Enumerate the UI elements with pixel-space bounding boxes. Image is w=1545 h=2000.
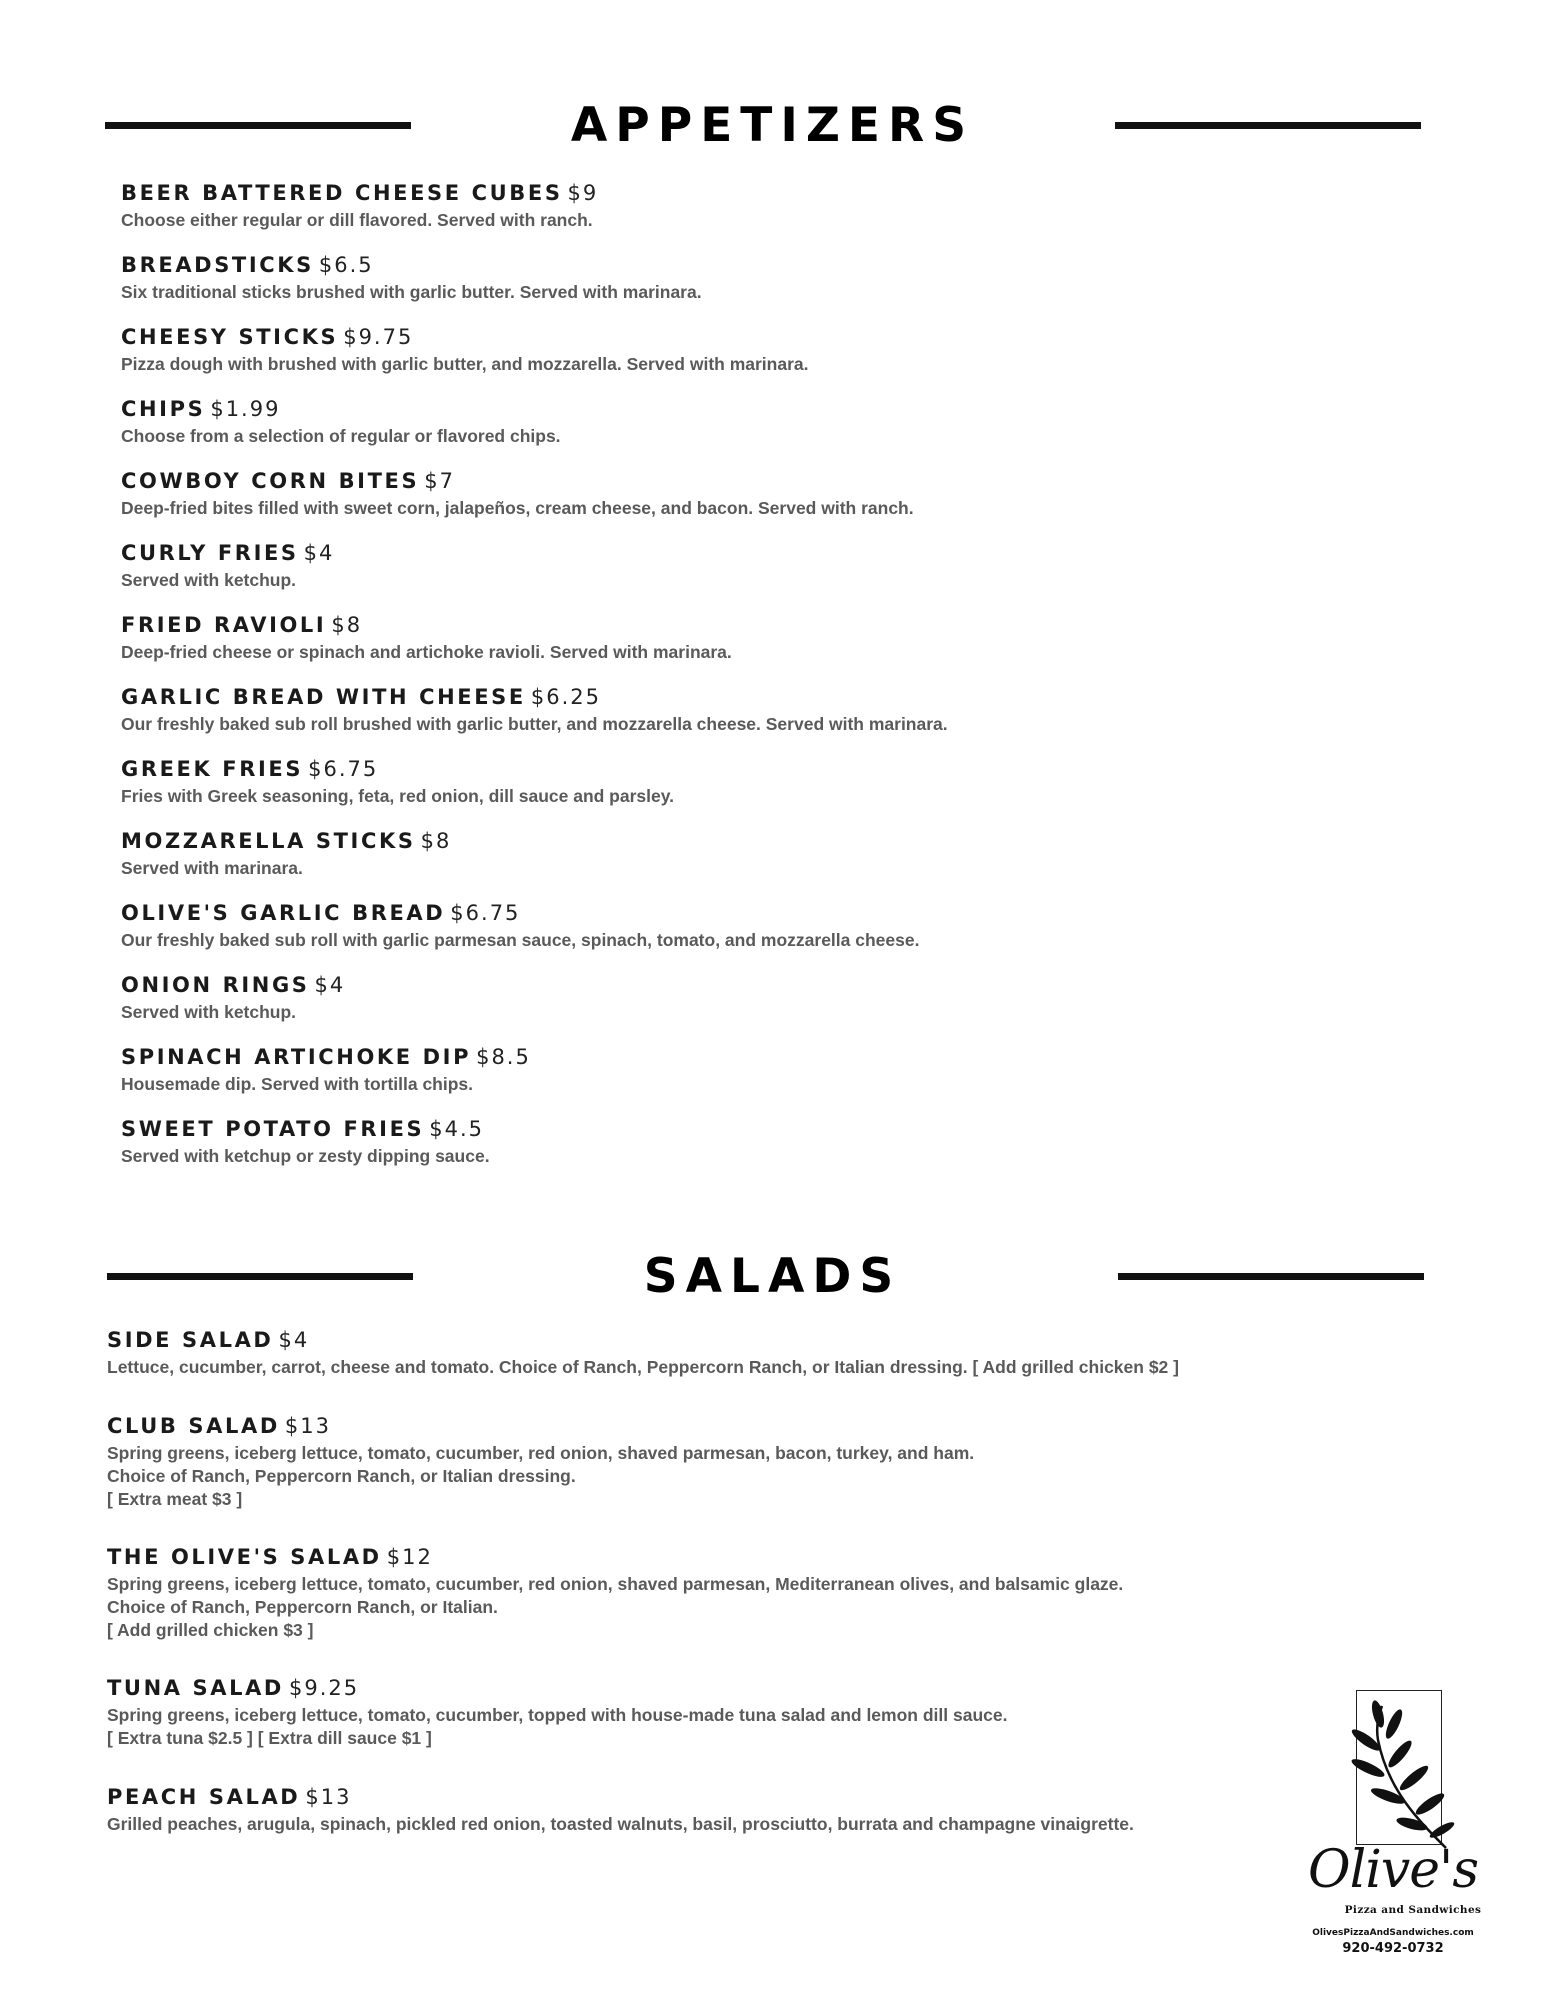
item-description: Our freshly baked sub roll with garlic parmesan sauce, spinach, tomato, and mozzarella cheese.: [121, 930, 920, 950]
item-price: $4.5: [429, 1117, 485, 1141]
item-addon: [ Extra tuna $2.5 ] [ Extra dill sauce $1 ]: [107, 1728, 432, 1748]
item-description: Spring greens, iceberg lettuce, tomato, cucumber, red onion, shaved parmesan, Mediterranean olives, and balsamic glaze.: [107, 1574, 1124, 1594]
logo-tagline: Pizza and Sandwiches: [1344, 1904, 1482, 1916]
menu-item: [121, 828, 948, 900]
item-description: Choose from a selection of regular or flavored chips.: [121, 426, 561, 446]
item-price: $9.75: [343, 325, 414, 349]
item-description: Served with ketchup.: [121, 570, 297, 590]
menu-item: [121, 396, 948, 468]
menu-item: [121, 252, 948, 324]
menu-item: [121, 612, 948, 684]
item-price: $8: [420, 829, 452, 853]
appetizers-title: APPETIZERS: [570, 98, 975, 153]
menu-item: [107, 1784, 1179, 1844]
item-price: $6.75: [450, 901, 521, 925]
right-rule: [1118, 1273, 1424, 1280]
olive-branch-icon: [1338, 1700, 1458, 1860]
item-description: Deep-fried bites filled with sweet corn, jalapeños, cream cheese, and bacon. Served with ranch.: [121, 498, 914, 518]
item-name: OLIVE'S GARLIC BREAD: [121, 901, 446, 925]
menu-item: [121, 180, 948, 252]
item-price: $6.5: [318, 253, 374, 277]
item-description: Our freshly baked sub roll brushed with garlic butter, and mozzarella cheese. Served with marinara.: [121, 714, 948, 734]
item-price: $8: [331, 613, 363, 637]
item-name: FRIED RAVIOLI: [121, 613, 327, 637]
item-price: $1.99: [210, 397, 281, 421]
item-name: CHEESY STICKS: [121, 325, 339, 349]
item-name: PEACH SALAD: [107, 1785, 301, 1809]
menu-item: [107, 1675, 1179, 1784]
menu-item: [121, 1116, 948, 1188]
item-name: GREEK FRIES: [121, 757, 304, 781]
item-name: SPINACH ARTICHOKE DIP: [121, 1045, 472, 1069]
menu-item: [121, 468, 948, 540]
item-description: Spring greens, iceberg lettuce, tomato, cucumber, red onion, shaved parmesan, bacon, turkey, and ham.: [107, 1443, 975, 1463]
logo-phone: 920-492-0732: [1342, 1941, 1444, 1956]
item-price: $9: [567, 181, 599, 205]
salads-title: SALADS: [643, 1249, 902, 1304]
item-name: CLUB SALAD: [107, 1414, 280, 1438]
item-price: $13: [284, 1414, 331, 1438]
menu-item: [107, 1327, 1179, 1413]
item-description: Choose either regular or dill flavored. Served with ranch.: [121, 210, 593, 230]
item-name: GARLIC BREAD WITH CHEESE: [121, 685, 526, 709]
item-description: Deep-fried cheese or spinach and artichoke ravioli. Served with marinara.: [121, 642, 732, 662]
item-price: $13: [305, 1785, 352, 1809]
item-price: $4: [314, 973, 346, 997]
item-description: Choice of Ranch, Peppercorn Ranch, or Italian dressing.: [107, 1466, 576, 1486]
item-description: Grilled peaches, arugula, spinach, pickled red onion, toasted walnuts, basil, prosciutto, burrata and champagne vinaigrette.: [107, 1814, 1134, 1834]
right-rule: [1115, 122, 1421, 129]
item-name: THE OLIVE'S SALAD: [107, 1545, 382, 1569]
item-name: TUNA SALAD: [107, 1676, 284, 1700]
item-description: Served with ketchup or zesty dipping sauce.: [121, 1146, 490, 1166]
item-name: SWEET POTATO FRIES: [121, 1117, 425, 1141]
item-description: Housemade dip. Served with tortilla chips.: [121, 1074, 474, 1094]
logo-name: Olive's: [1307, 1840, 1479, 1900]
item-description: Served with ketchup.: [121, 1002, 297, 1022]
item-description: Choice of Ranch, Peppercorn Ranch, or Italian.: [107, 1597, 498, 1617]
menu-item: [121, 1044, 948, 1116]
menu-item: [107, 1544, 1179, 1675]
menu-item: [121, 972, 948, 1044]
item-name: SIDE SALAD: [107, 1328, 274, 1352]
logo-website: OlivesPizzaAndSandwiches.com: [1312, 1928, 1474, 1938]
item-name: BREADSTICKS: [121, 253, 314, 277]
item-price: $9.25: [288, 1676, 360, 1700]
item-description: Lettuce, cucumber, carrot, cheese and tomato. Choice of Ranch, Peppercorn Ranch, or Italian dressing. [ Add grilled chicken $2 ]: [107, 1357, 1179, 1377]
item-addon: [ Add grilled chicken $3 ]: [107, 1620, 314, 1640]
item-name: ONION RINGS: [121, 973, 310, 997]
item-description: Served with marinara.: [121, 858, 303, 878]
menu-item: [121, 900, 948, 972]
item-addon: [ Extra meat $3 ]: [107, 1489, 243, 1509]
menu-item: [107, 1413, 1179, 1544]
item-name: COWBOY CORN BITES: [121, 469, 420, 493]
salads-list: [107, 1327, 1179, 1844]
appetizers-header: [0, 91, 1545, 161]
menu-item: [121, 540, 948, 612]
item-name: CURLY FRIES: [121, 541, 299, 565]
appetizers-list: [121, 180, 948, 1188]
item-price: $6.75: [308, 757, 379, 781]
item-name: CHIPS: [121, 397, 206, 421]
item-name: BEER BATTERED CHEESE CUBES: [121, 181, 563, 205]
item-name: MOZZARELLA STICKS: [121, 829, 416, 853]
menu-item: [121, 324, 948, 396]
item-price: $12: [386, 1545, 433, 1569]
menu-item: [121, 684, 948, 756]
item-description: Spring greens, iceberg lettuce, tomato, cucumber, topped with house-made tuna salad and lemon dill sauce.: [107, 1705, 1008, 1725]
item-price: $6.25: [530, 685, 601, 709]
menu-item: [121, 756, 948, 828]
restaurant-logo: [1298, 1690, 1488, 1960]
item-price: $4: [303, 541, 335, 565]
item-price: $4: [278, 1328, 310, 1352]
item-description: Fries with Greek seasoning, feta, red onion, dill sauce and parsley.: [121, 786, 675, 806]
item-description: Pizza dough with brushed with garlic butter, and mozzarella. Served with marinara.: [121, 354, 809, 374]
salads-header: [0, 1242, 1545, 1312]
item-description: Six traditional sticks brushed with garlic butter. Served with marinara.: [121, 282, 702, 302]
item-price: $8.5: [476, 1045, 531, 1069]
item-price: $7: [424, 469, 455, 493]
